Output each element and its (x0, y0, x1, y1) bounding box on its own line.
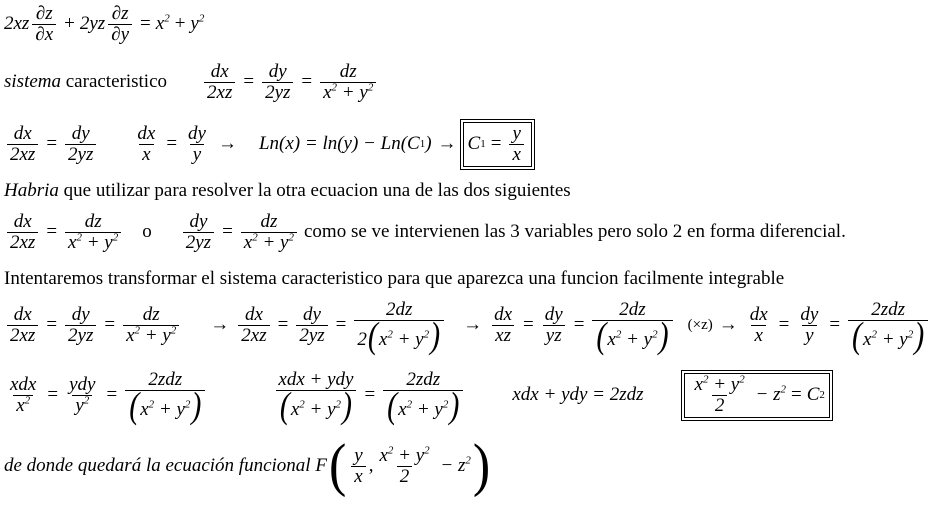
multiplier-xz: (×z) (687, 316, 713, 333)
transformations: $\frac{dx}{2xz}$ = $\frac{dy}{2yz}$ = $\frac{dz}{x^2 + y^2}$ → $\frac{dx}{2xz}$ = $\frac{dy}{2yz}$ = $\frac{2dz}{2(x^2 + y^2)}$ → $\frac{dx}{xz}$ = $\frac{dy}{yz}$ = $\frac{2dz}{(x^2 + y^2)}$ (×z) → $\frac{dx}{x}$ = $\frac{dy}{y}$ = $\frac{\text{2zdz}}{(x^2 + y^2)}$ (4, 300, 931, 351)
label-sistema: sistema (4, 71, 61, 93)
connector-o: o (142, 221, 152, 243)
functional-equation: de donde quedará la ecuación funcional F ( $\frac{y}{x}$ , $\frac{x^2 + y^2}{2}$ − $z^2$ ) (4, 432, 491, 499)
boxed-c1: C 1 = $\frac{y}{x}$ (463, 122, 532, 167)
two-alternatives: $\frac{dx}{2xz}$ = $\frac{dz}{x^2 + y^2}$ o $\frac{dy}{2yz}$ = $\frac{dz}{x^2 + y^2}$ como se ve intervienen las 3 variables pero solo 2 en forma diferencial. (4, 212, 846, 253)
text-habria: Habria que utilizar para resolver la otra ecuacion una de las dos siguientes (4, 180, 571, 201)
second-integral: $\frac{\text{xdx}}{x^2}$ = $\frac{\text{ydy}}{y^2}$ = $\frac{\text{2zdz}}{(x^2 + y^2)}$ $\frac{\text{xdx + ydy}}{(x^2 + y^2)}$ = $\frac{\text{2zdz}}{(x^2 + y^2)}$ xdx + ydy = 2zdz $\frac{x^2 + y^2}{2}$ − $z^2$ = C 2 (4, 370, 830, 421)
text-intentaremos: Intentaremos transformar el sistema caracteristico para que aparezca una funcion facilmente integrable (4, 268, 785, 289)
boxed-c2: $\frac{x^2 + y^2}{2}$ − $z^2$ = C 2 (684, 373, 830, 418)
pde-equation: 2xz $\frac{\partial z}{\partial x}$ + 2yz $\frac{\partial z}{\partial y}$ = $x^2$ + $y^2$ (4, 3, 205, 45)
comment-variables: como se ve intervienen las 3 variables pero solo 2 en forma diferencial. (304, 221, 846, 243)
first-integral: $\frac{dx}{2xz}$ = $\frac{dy}{2yz}$ $\frac{dx}{x}$ = $\frac{dy}{y}$ → Ln(x) = ln(y) − Ln(C 1 ) → C 1 = $\frac{y}{x}$ (4, 122, 532, 167)
characteristic-system: sistema caracteristico $\frac{dx}{2xz}$ = $\frac{dy}{2yz}$ = $\frac{dz}{x^2 + y^2}$ (4, 62, 379, 103)
label-caracteristico: caracteristico (65, 71, 168, 93)
